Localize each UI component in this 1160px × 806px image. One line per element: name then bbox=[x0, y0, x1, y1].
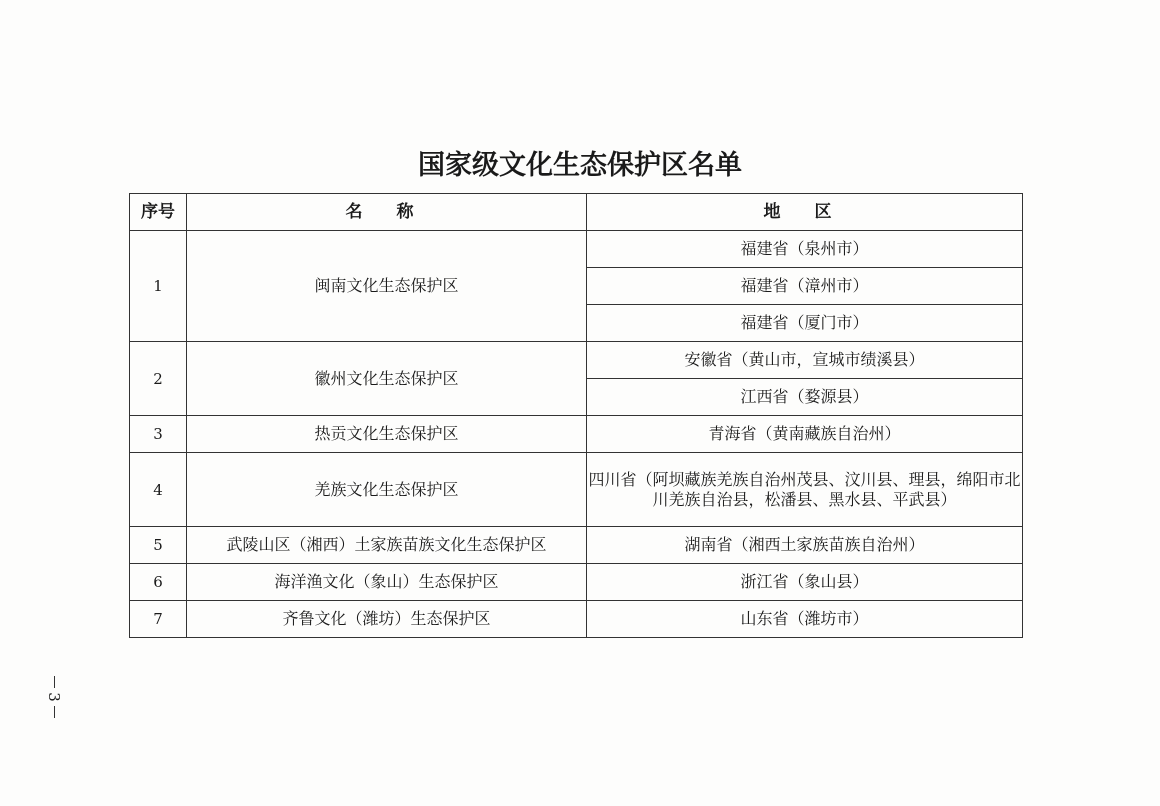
row-index: 2 bbox=[130, 342, 187, 416]
row-name: 武陵山区（湘西）土家族苗族文化生态保护区 bbox=[187, 527, 587, 564]
header-area: 地 区 bbox=[587, 194, 1023, 231]
header-name: 名 称 bbox=[187, 194, 587, 231]
row-index: 3 bbox=[130, 416, 187, 453]
row-area: 浙江省（象山县） bbox=[587, 564, 1023, 601]
page-number bbox=[45, 676, 65, 720]
row-area: 福建省（漳州市） bbox=[587, 268, 1023, 305]
row-name: 闽南文化生态保护区 bbox=[187, 231, 587, 342]
row-name: 徽州文化生态保护区 bbox=[187, 342, 587, 416]
header-index: 序号 bbox=[130, 194, 187, 231]
document-title: 国家级文化生态保护区名单 bbox=[418, 150, 742, 181]
page-number-dash bbox=[54, 676, 55, 688]
row-area: 山东省（潍坊市） bbox=[587, 601, 1023, 638]
page-number-dash bbox=[54, 706, 55, 718]
row-area: 湖南省（湘西土家族苗族自治州） bbox=[587, 527, 1023, 564]
row-name: 海洋渔文化（象山）生态保护区 bbox=[187, 564, 587, 601]
page-number-digit: 3 bbox=[45, 692, 63, 702]
row-index: 7 bbox=[130, 601, 187, 638]
table-row bbox=[130, 416, 1023, 453]
row-area: 安徽省（黄山市，宣城市绩溪县） bbox=[587, 342, 1023, 379]
table-row bbox=[130, 231, 1023, 268]
row-name: 齐鲁文化（潍坊）生态保护区 bbox=[187, 601, 587, 638]
row-index: 6 bbox=[130, 564, 187, 601]
row-area: 青海省（黄南藏族自治州） bbox=[587, 416, 1023, 453]
row-name: 羌族文化生态保护区 bbox=[187, 453, 587, 527]
row-area: 江西省（婺源县） bbox=[587, 379, 1023, 416]
table-row bbox=[130, 601, 1023, 638]
row-area: 四川省（阿坝藏族羌族自治州茂县、汶川县、理县，绵阳市北川羌族自治县，松潘县、黑水县、平武县） bbox=[587, 453, 1023, 527]
table-row bbox=[130, 342, 1023, 379]
row-area: 福建省（厦门市） bbox=[587, 305, 1023, 342]
row-index: 4 bbox=[130, 453, 187, 527]
row-index: 1 bbox=[130, 231, 187, 342]
table-row bbox=[130, 453, 1023, 527]
row-index: 5 bbox=[130, 527, 187, 564]
row-name: 热贡文化生态保护区 bbox=[187, 416, 587, 453]
row-area: 福建省（泉州市） bbox=[587, 231, 1023, 268]
table-row bbox=[130, 564, 1023, 601]
protection-zone-table bbox=[129, 193, 1023, 638]
table-row bbox=[130, 527, 1023, 564]
table-header-row bbox=[130, 194, 1023, 231]
